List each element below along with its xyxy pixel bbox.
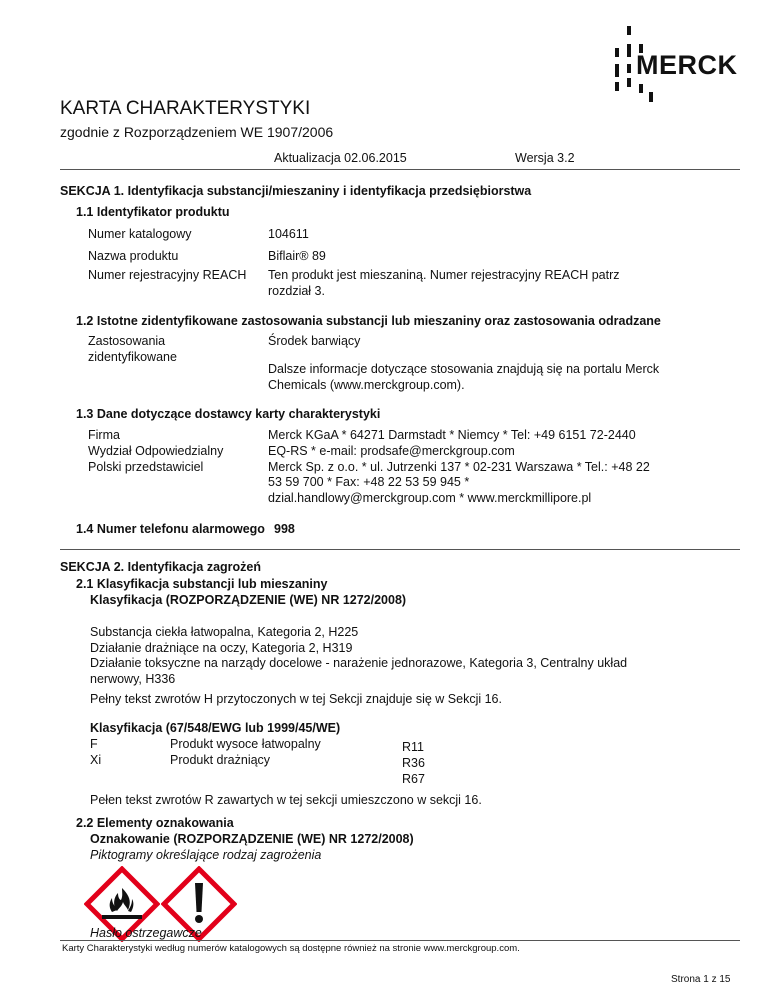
reach-number-value: Ten produkt jest mieszaniną. Numer rejestracyjny REACH patrz	[268, 268, 620, 282]
product-name-label: Nazwa produktu	[88, 249, 179, 263]
reach-number-value-cont: rozdział 3.	[268, 284, 325, 298]
dsd-code: F	[90, 737, 98, 751]
responsible-department-label: Wydział Odpowiedzialny	[88, 444, 224, 458]
revision-date: Aktualizacja 02.06.2015	[274, 151, 407, 165]
subsection-1-3-heading: 1.3 Dane dotyczące dostawcy karty charakterystyki	[76, 407, 381, 421]
clp-hazard-line: Działanie drażniące na oczy, Kategoria 2, H319	[90, 641, 353, 655]
document-title: KARTA CHARAKTERYSTYKI	[60, 98, 311, 119]
subsection-1-1-heading: 1.1 Identyfikator produktu	[76, 205, 230, 219]
supplier-line: EQ-RS * e-mail: prodsafe@merckgroup.com	[268, 444, 515, 458]
labelling-title: Oznakowanie (ROZPORZĄDZENIE (WE) NR 1272/2008)	[90, 832, 414, 846]
reach-number-label: Numer rejestracyjny REACH	[88, 268, 247, 282]
h-statements-note: Pełny tekst zwrotów H przytoczonych w tej Sekcji znajduje się w Sekcji 16.	[90, 692, 502, 706]
r-phrase: R11	[402, 740, 425, 754]
subsection-2-2-heading: 2.2 Elementy oznakowania	[76, 816, 234, 830]
uses-more-info-cont: Chemicals (www.merckgroup.com).	[268, 378, 465, 392]
clp-hazard-line: nerwowy, H336	[90, 672, 176, 686]
merck-logo-text: MERCK	[636, 50, 738, 80]
page-number: Strona 1 z 15	[671, 974, 731, 985]
supplier-line: 53 59 700 * Fax: +48 22 53 59 945 *	[268, 475, 470, 489]
version: Wersja 3.2	[515, 151, 575, 165]
clp-hazard-line: Substancja ciekła łatwopalna, Kategoria 2, H225	[90, 625, 359, 639]
subsection-1-2-heading: 1.2 Istotne zidentyfikowane zastosowania substancji lub mieszaniny oraz zastosowania odradzane	[76, 314, 661, 328]
footer-divider	[60, 940, 740, 941]
clp-hazard-line: Działanie toksyczne na narządy docelowe - narażenie jednorazowe, Kategoria 3, Centralny układ	[90, 656, 628, 670]
supplier-line: Merck KGaA * 64271 Darmstadt * Niemcy * Tel: +49 6151 72-2440	[268, 428, 636, 442]
pictograms-label: Piktogramy określające rodzaj zagrożenia	[90, 848, 322, 862]
section-divider	[60, 549, 740, 550]
identified-uses-value: Środek barwiący	[268, 334, 361, 348]
catalog-number-value: 104611	[268, 227, 309, 241]
identified-uses-label-cont: zidentyfikowane	[88, 350, 177, 364]
emergency-phone-value: 998	[274, 522, 295, 536]
signal-word-label: Hasło ostrzegawcze	[90, 926, 202, 940]
subsection-1-4-heading: 1.4 Numer telefonu alarmowego	[76, 522, 265, 536]
polish-representative-label: Polski przedstawiciel	[88, 460, 204, 474]
r-phrase: R36	[402, 756, 425, 770]
section-1-heading: SEKCJA 1. Identyfikacja substancji/mieszaniny i identyfikacja przedsiębiorstwa	[60, 184, 532, 198]
company-label: Firma	[88, 428, 120, 442]
supplier-line: dzial.handlowy@merckgroup.com * www.merckmillipore.pl	[268, 491, 592, 505]
catalog-number-label: Numer katalogowy	[88, 227, 192, 241]
header-divider	[60, 169, 740, 170]
dsd-description: Produkt wysoce łatwopalny	[170, 737, 321, 751]
subsection-2-1-heading: 2.1 Klasyfikacja substancji lub mieszaniny	[76, 577, 328, 591]
merck-logo	[612, 26, 737, 102]
dsd-code: Xi	[90, 753, 102, 767]
product-name-value: Biflair® 89	[268, 249, 326, 263]
uses-more-info: Dalsze informacje dotyczące stosowania znajdują się na portalu Merck	[268, 362, 660, 376]
dsd-classification-title: Klasyfikacja (67/548/EWG lub 1999/45/WE)	[90, 721, 341, 735]
identified-uses-label: Zastosowania	[88, 334, 166, 348]
document-subtitle: zgodnie z Rozporządzeniem WE 1907/2006	[60, 124, 334, 140]
section-2-heading: SEKCJA 2. Identyfikacja zagrożeń	[60, 560, 261, 574]
r-phrase: R67	[402, 772, 425, 786]
dsd-description: Produkt drażniący	[170, 753, 271, 767]
r-phrases-note: Pełen tekst zwrotów R zawartych w tej sekcji umieszczono w sekcji 16.	[90, 793, 482, 807]
clp-classification-title: Klasyfikacja (ROZPORZĄDZENIE (WE) NR 1272/2008)	[90, 593, 407, 607]
footer-note: Karty Charakterystyki według numerów katalogowych są dostępne również na stronie www.merckgroup.com.	[62, 943, 520, 954]
supplier-line: Merck Sp. z o.o. * ul. Jutrzenki 137 * 02-231 Warszawa * Tel.: +48 22	[268, 460, 650, 474]
